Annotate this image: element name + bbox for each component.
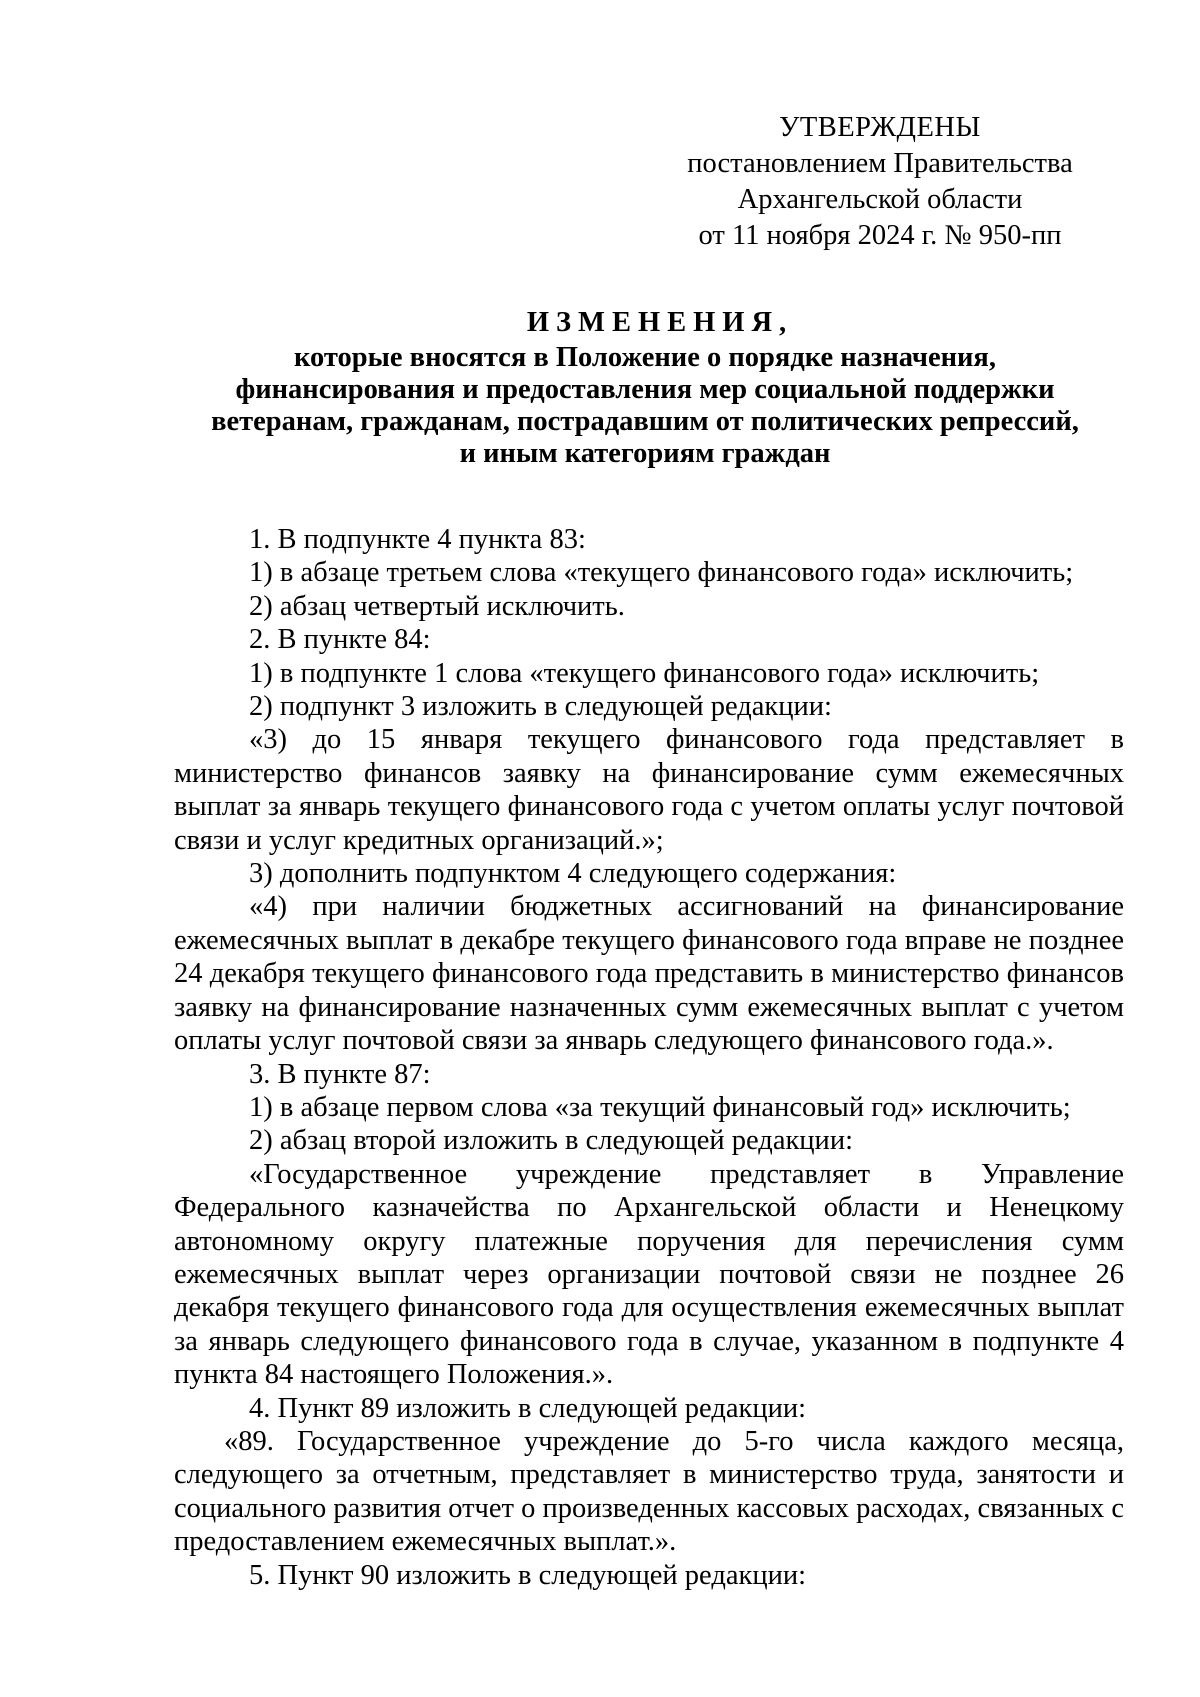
paragraph-item-2-2: 2) подпункт 3 изложить в следующей редакции: (249, 691, 832, 723)
paragraph-quote-point-89: «89. Государственное учреждение до 5-го числа каждого месяца, следующего за отчетным, представляет в министерство труда, занятости и социального развития отчет о произведенных кассовых расходах, связанных с предоставлением ежемесячных выплат.». (174, 1425, 1124, 1558)
paragraph-quote-subpoint-3: «3) до 15 января текущего финансового года представляет в министерство финансов заявку на финансирование сумм ежемесячных выплат за январь текущего финансового года с учетом оплаты услуг почтовой связи и услуг кредитных организаций.»; (174, 724, 1124, 856)
paragraph-quote-subpoint-4: «4) при наличии бюджетных ассигнований на финансирование ежемесячных выплат в декабре текущего финансового года вправе не позднее 24 декабря текущего финансового года представить в министерство финансов заявку на финансирование назначенных сумм ежемесячных выплат с учетом оплаты услуг почтовой связи за январь следующего финансового года.». (174, 891, 1124, 1057)
paragraph-item-2: 2. В пункте 84: (249, 624, 431, 656)
title-heading: ИЗМЕНЕНИЯ, (526, 307, 794, 338)
paragraph-item-3-2: 2) абзац второй изложить в следующей редакции: (249, 1125, 853, 1157)
paragraph-item-4: 4. Пункт 89 изложить в следующей редакции: (249, 1392, 806, 1424)
approval-line-resolution: постановлением Правительства (687, 148, 1073, 179)
title-subline-3: ветеранам, гражданам, пострадавшим от политических репрессий, (211, 406, 1079, 437)
document-body (174, 523, 1124, 1592)
approval-stamp (670, 110, 1090, 254)
paragraph-item-1-2: 2) абзац четвертый исключить. (249, 590, 625, 622)
paragraph-item-1: 1. В подпункте 4 пункта 83: (249, 524, 586, 555)
document-title (180, 304, 1110, 470)
paragraph-item-2-3: 3) дополнить подпунктом 4 следующего содержания: (249, 858, 897, 890)
paragraph-item-3-1: 1) в абзаце первом слова «за текущий финансовый год» исключить; (249, 1091, 1071, 1123)
title-subline-2: финансирования и предоставления мер социальной поддержки (235, 374, 1055, 405)
paragraph-item-1-1: 1) в абзаце третьем слова «текущего финансового года» исключить; (249, 557, 1074, 589)
paragraph-item-2-1: 1) в подпункте 1 слова «текущего финансового года» исключить; (249, 657, 1040, 689)
paragraph-item-3: 3. В пункте 87: (249, 1058, 431, 1090)
approval-line-region: Архангельской области (737, 184, 1023, 215)
approval-line-date: от 11 ноября 2024 г. № 950-пп (698, 220, 1062, 251)
approval-title: УТВЕРЖДЕНЫ (779, 112, 981, 143)
title-subline-4: и иным категориям граждан (459, 438, 831, 469)
title-subline-1: которые вносятся в Положение о порядке назначения, (294, 342, 996, 373)
paragraph-item-5: 5. Пункт 90 изложить в следующей редакции: (249, 1559, 806, 1591)
paragraph-quote-abzac-2: «Государственное учреждение представляет в Управление Федерального казначейства по Архангельской области и Ненецкому автономному округу платежные поручения для перечисления сумм ежемесячных выплат через организации почтовой связи не позднее 26 декабря текущего финансового года для осуществления ежемесячных выплат за январь следующего финансового года в случае, указанном в подпункте 4 пункта 84 настоящего Положения.». (174, 1158, 1124, 1391)
